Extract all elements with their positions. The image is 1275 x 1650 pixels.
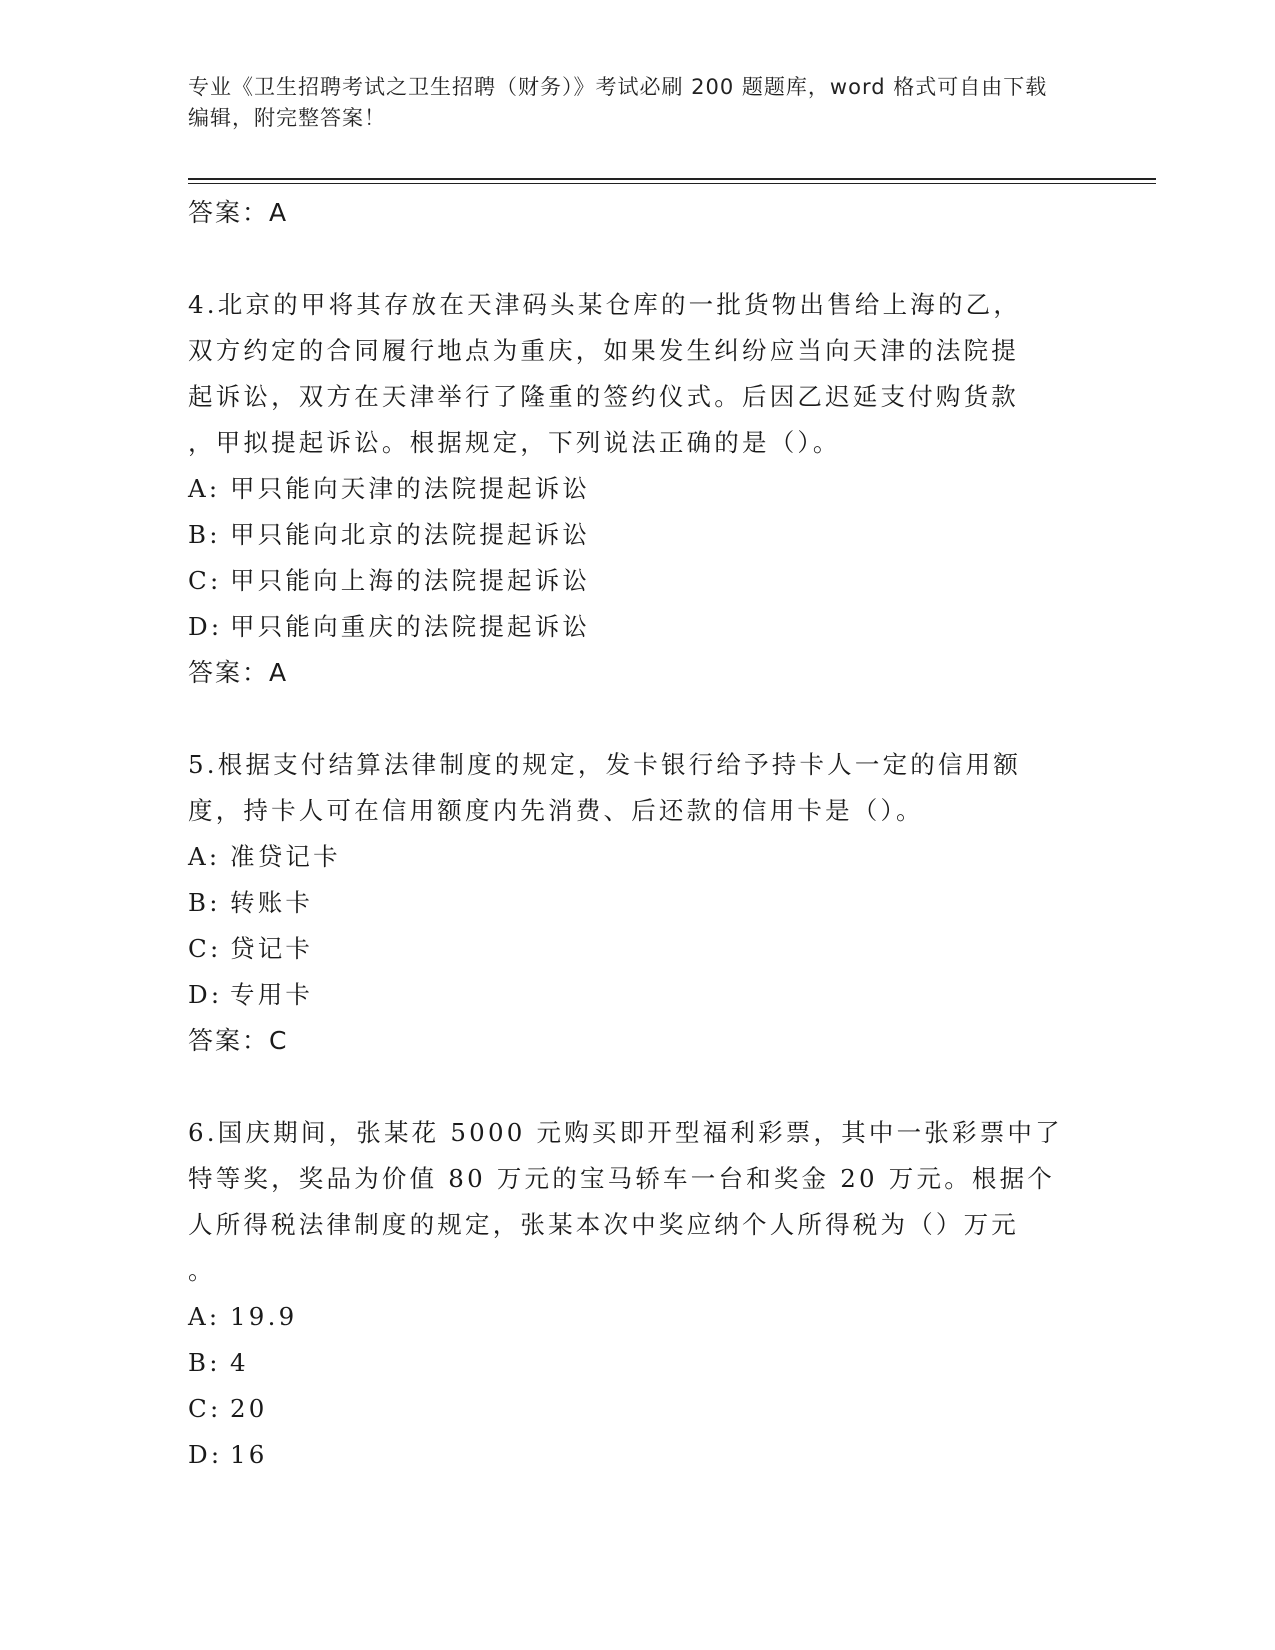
option-key: A: bbox=[188, 474, 221, 503]
option-key: C: bbox=[188, 566, 222, 595]
question-stem-line: 5.根据支付结算法律制度的规定，发卡银行给予持卡人一定的信用额 bbox=[188, 750, 1022, 779]
option-text: 专用卡 bbox=[230, 980, 314, 1009]
option-key: A: bbox=[188, 842, 221, 871]
option-key: D: bbox=[188, 980, 223, 1009]
question-stem-line: ，甲拟提起诉讼。根据规定，下列说法正确的是（）。 bbox=[188, 428, 841, 457]
option-key: D: bbox=[188, 612, 223, 641]
option-text: 20 bbox=[230, 1394, 268, 1423]
option-item bbox=[188, 466, 1088, 512]
question-stem-line: 4.北京的甲将其存放在天津码头某仓库的一批货物出售给上海的乙， bbox=[188, 290, 1022, 319]
option-key: D: bbox=[188, 1440, 223, 1469]
option-text: 4 bbox=[230, 1348, 249, 1377]
option-text: 甲只能向上海的法院提起诉讼 bbox=[230, 566, 591, 595]
document-header bbox=[188, 72, 1068, 134]
option-item bbox=[188, 834, 1088, 880]
question-stem-line: 。 bbox=[188, 1256, 216, 1285]
option-item bbox=[188, 880, 1088, 926]
header-text: 专业《卫生招聘考试之卫生招聘（财务）》考试必刷 200 题题库，word 格式可自由下载编辑，附完整答案！ bbox=[188, 75, 1048, 130]
question-stem-line: 起诉讼，双方在天津举行了隆重的签约仪式。后因乙迟延支付购货款 bbox=[188, 382, 1019, 411]
spacer bbox=[188, 1064, 1088, 1110]
spacer bbox=[188, 696, 1088, 742]
option-item bbox=[188, 972, 1088, 1018]
option-text: 甲只能向北京的法院提起诉讼 bbox=[230, 520, 591, 549]
option-item bbox=[188, 926, 1088, 972]
question-stem-line: 度，持卡人可在信用额度内先消费、后还款的信用卡是（）。 bbox=[188, 796, 924, 825]
question-stem-line: 特等奖，奖品为价值 80 万元的宝马轿车一台和奖金 20 万元。根据个 bbox=[188, 1164, 1055, 1193]
option-item bbox=[188, 1386, 1088, 1432]
question-block bbox=[188, 1110, 1088, 1478]
question-block bbox=[188, 282, 1088, 696]
answer-line: 答案：A bbox=[188, 658, 289, 687]
option-key: C: bbox=[188, 934, 222, 963]
option-key: B: bbox=[188, 1348, 221, 1377]
question-stem-line: 双方约定的合同履行地点为重庆，如果发生纠纷应当向天津的法院提 bbox=[188, 336, 1019, 365]
spacer bbox=[188, 236, 1088, 282]
question-stem-line: 人所得税法律制度的规定，张某本次中奖应纳个人所得税为（）万元 bbox=[188, 1210, 1019, 1239]
question-block bbox=[188, 742, 1088, 1064]
answer-line: 答案：A bbox=[188, 198, 289, 227]
option-key: A: bbox=[188, 1302, 221, 1331]
option-key: C: bbox=[188, 1394, 222, 1423]
option-text: 贷记卡 bbox=[230, 934, 314, 963]
option-item bbox=[188, 512, 1088, 558]
answer-line: 答案：C bbox=[188, 1026, 289, 1055]
option-key: B: bbox=[188, 888, 221, 917]
option-text: 准贷记卡 bbox=[230, 842, 341, 871]
question-stem-line: 6.国庆期间，张某花 5000 元购买即开型福利彩票，其中一张彩票中了 bbox=[188, 1118, 1063, 1147]
option-text: 19.9 bbox=[230, 1302, 298, 1331]
header-divider-thick bbox=[188, 178, 1156, 180]
option-text: 甲只能向天津的法院提起诉讼 bbox=[230, 474, 591, 503]
option-item bbox=[188, 1432, 1088, 1478]
option-text: 甲只能向重庆的法院提起诉讼 bbox=[230, 612, 591, 641]
option-item bbox=[188, 558, 1088, 604]
option-item bbox=[188, 1340, 1088, 1386]
option-item bbox=[188, 1294, 1088, 1340]
option-key: B: bbox=[188, 520, 221, 549]
question-list bbox=[188, 190, 1088, 1478]
option-text: 16 bbox=[230, 1440, 268, 1469]
option-text: 转账卡 bbox=[230, 888, 314, 917]
option-item bbox=[188, 604, 1088, 650]
header-divider-thin bbox=[188, 183, 1156, 184]
